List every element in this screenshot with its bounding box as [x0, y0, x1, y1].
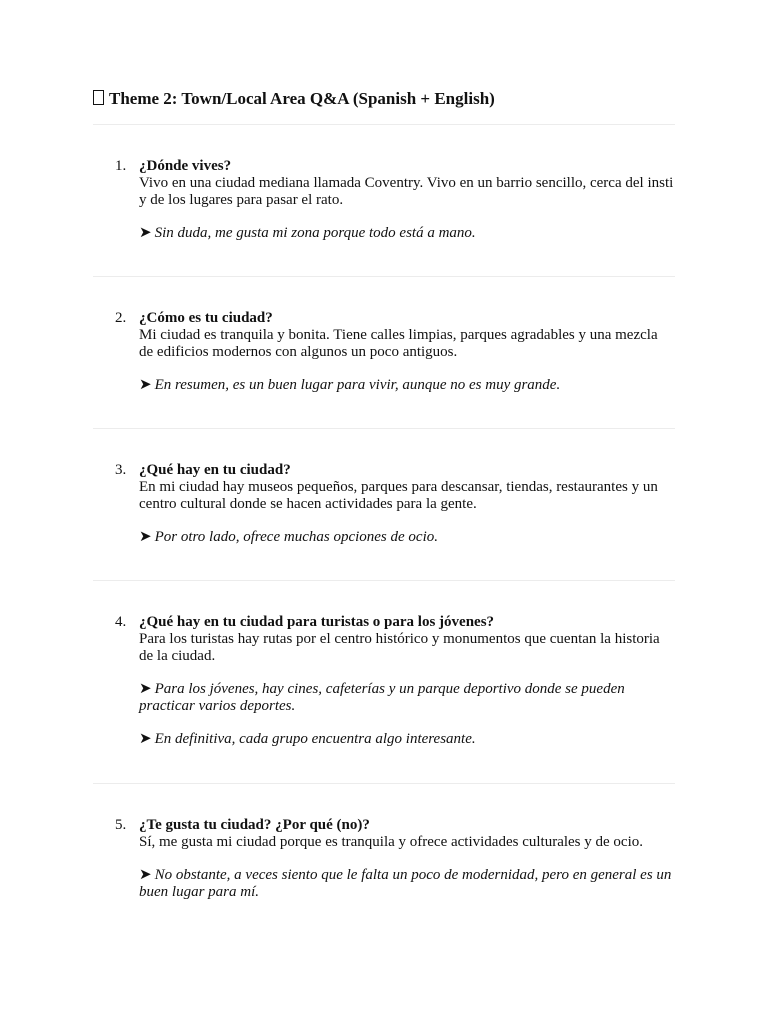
answer: Vivo en una ciudad mediana llamada Coventry. Vivo en un barrio sencillo, cerca del insti y de los lugares para pasar el rato. [139, 175, 674, 208]
item-number: 4. [115, 614, 127, 630]
note [139, 225, 675, 242]
item-number: 1. [115, 158, 127, 174]
note [139, 681, 675, 715]
answer: En mi ciudad hay museos pequeños, parques para descansar, tiendas, restaurantes y un centro cultural donde se hacen actividades para la gente. [139, 479, 658, 512]
note [139, 529, 675, 546]
item-number: 5. [115, 817, 127, 833]
arrow-icon: ➤ [139, 377, 152, 393]
note-text: En definitiva, cada grupo encuentra algo interesante. [154, 731, 476, 747]
divider [93, 276, 675, 277]
question: ¿Dónde vives? [139, 158, 232, 174]
note-text: Sin duda, me gusta mi zona porque todo está a mano. [154, 225, 476, 241]
question: ¿Cómo es tu ciudad? [139, 310, 273, 326]
note-text: No obstante, a veces siento que le falta un poco de modernidad, pero en general es un buen lugar para mí. [139, 867, 672, 900]
arrow-icon: ➤ [139, 867, 152, 883]
question: ¿Qué hay en tu ciudad para turistas o para los jóvenes? [139, 614, 495, 630]
question: ¿Qué hay en tu ciudad? [139, 462, 291, 478]
page-title [93, 89, 675, 109]
divider [93, 428, 675, 429]
answer: Para los turistas hay rutas por el centro histórico y monumentos que cuentan la historia de la ciudad. [139, 631, 660, 664]
page-title-text: Theme 2: Town/Local Area Q&A (Spanish + English) [109, 89, 495, 108]
divider [93, 124, 675, 125]
note-text: En resumen, es un buen lugar para vivir, aunque no es muy grande. [154, 377, 561, 393]
arrow-icon: ➤ [139, 681, 152, 697]
divider [93, 783, 675, 784]
answer: Mi ciudad es tranquila y bonita. Tiene calles limpias, parques agradables y una mezcla de edificios modernos con algunos un poco antiguos. [139, 327, 658, 360]
item-number: 2. [115, 310, 127, 326]
arrow-icon: ➤ [139, 529, 152, 545]
note-text: Por otro lado, ofrece muchas opciones de ocio. [154, 529, 438, 545]
note [139, 377, 675, 394]
arrow-icon: ➤ [139, 225, 152, 241]
note-text: Para los jóvenes, hay cines, cafeterías y un parque deportivo donde se pueden practicar varios deportes. [139, 681, 625, 714]
divider [93, 580, 675, 581]
note [139, 731, 675, 748]
question: ¿Te gusta tu ciudad? ¿Por qué (no)? [139, 817, 370, 833]
missing-glyph-icon [93, 90, 104, 105]
arrow-icon: ➤ [139, 731, 152, 747]
answer: Sí, me gusta mi ciudad porque es tranquila y ofrece actividades culturales y de ocio. [139, 834, 644, 850]
item-number: 3. [115, 462, 127, 478]
note [139, 867, 675, 901]
